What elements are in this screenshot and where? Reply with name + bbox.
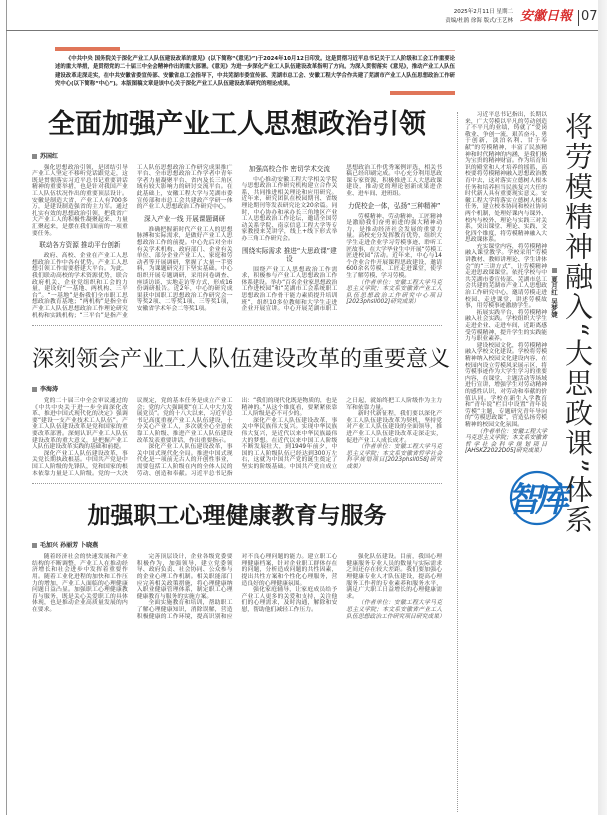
article-2-title: 深刻领会产业工人队伍建设改革的重要意义 <box>32 347 451 373</box>
subheading: 加强高校合作 密切学术交流 <box>248 164 330 173</box>
article-1-body <box>32 165 442 319</box>
paragraph: 充实课堂内容，将劳模精神融入课堂教学。学校采用“劳模讲教材、教师讲理论、学生讲体会”的“三讲方式”，让劳模精神走进思政课课堂。依托学校与中共芜湖市委宣传部、芜湖市总工会共建的芜湖市产业工人思想政治工作研究中心，邀请劳模走进校园、走进课堂，讲述劳模故事，用劳模事迹激励学生。 <box>465 243 547 310</box>
paragraph: 强化家庭辅导，让家庭成员给予产业工人更多的关爱和支持，关注他们的心理需求，及时沟通，解除和安慰，帮助他们减轻工作压力。 <box>241 587 338 613</box>
article-1-title: 全面加强产业工人思想政治引领 <box>48 108 426 140</box>
paragraph: 劳模精神、劳动精神、工匠精神是激励我们奋勇前进的强大精神动力，是推动经济社会发展的重要力量。高校充分发挥教育优势，组织大学生走进企业学习劳模事迹、聆听工匠故事，在大学毕业生中开展“劳模工匠进校园”活动。近年来，中心与14个企业合作开展课程思政建设，邀请600余名劳模、工匠走进课堂，使学生了解劳模、学习劳模。 <box>346 213 443 279</box>
article-4-body <box>465 112 547 455</box>
page-date: 2025年2月11日 星期二 <box>453 9 513 15</box>
paragraph: 习近平总书记指出，长期以来，广大劳模以平凡的劳动创造了不平凡的业绩，铸就了“爱岗敬业、争创一流，艰苦奋斗、勇于创新，淡泊名利、甘于奉献”的劳模精神，丰富了民族精神和时代精神的内涵，是我们极为宝贵的精神财富。作为培育知识的殿堂和人才培养的摇篮，高校要将劳模精神融入思想政治教育中去，这对落实立德树人根本任务和培养担当民族复兴大任的时代新人具有重要现实意义。安徽工程大学将落实立德树人根本任务，建立校本协同和校社协同两个机制，处理好课内与课外、校内与校外、理论与实践三对关系，突出课堂、理论、实践、文化四个维度，将劳模精神融入大思政课体系。 <box>465 112 547 244</box>
masthead-divider <box>578 10 579 26</box>
header-rule <box>6 30 598 31</box>
article-1-byline <box>32 153 442 161</box>
paragraph: 强化思想政治引领，是团结引导产业工人坚定不移听党话跟党走，这既是贯彻落实习近平总书记重要讲话精神的重要举措，也是针对我国产业工人队伍状况作出的重要顶层设计。安徽是制造大省，产业工人有700多万，是建设制造强省的主力军。通过扎实有效的思想政治引领，把我省广大产业工人的积极性凝聚起来、力量汇聚起来，是摆在我们面前的一项重要任务。 <box>32 164 128 237</box>
author-note: （作者单位：安徽工程大学马克思主义学院；本文系安徽省产业工人队伍思想政治工作研究中心项目[2023phsll002]研究成果） <box>346 279 442 306</box>
article-4-title: 将劳模精神融入“大思政课”体系 <box>561 112 594 535</box>
byline-marker <box>552 268 557 273</box>
paragraph: 党的二十届三中全会审议通过的《中共中央关于进一步全面深化改革、推进中国式现代化的决定》强调要“建设一支产业技术工人队伍”。产业工人队伍建设改革是党和国家的重要改革部署。深刻认识产业工人队伍建设改革的重大意义，是把握产业工人队伍建设改革实践的基础和前提。 <box>32 398 128 451</box>
intro-rule <box>120 50 455 51</box>
article-4-byline <box>550 268 558 317</box>
paragraph: 强化队伍建设。目前，我国心理健康服务专业人员的数量与实际需求之间还存在较大差距。我们要加强心理健康专业人才队伍建设，提高心理服务工作者的专业素养和服务水平，满足广大职工日益增长的心理健康需求。 <box>346 554 442 600</box>
paragraph: 深化产业工人队伍建设改革，事关中国式现代化全局。推进中国式现代化是一项前无古人的开创性事业，需要包括工人阶级在内的全体人民的劳动、创造和奉献。习近平总书记指出：“我们的现代化既是物质的，也是精神的。”从这个维度看，要紧紧依靠工人阶级是必不可少的。 <box>136 398 338 477</box>
author-note: （作者单位：安徽工程大学马克思主义学院；本文系安徽省哲学社会科学规划项目[AHSKZ2022D05]研究成果） <box>465 428 547 455</box>
paragraph: 深化产业工人队伍建设改革，事关中华民族伟大复兴。实现中华民族伟大复兴，是近代以来中华民族最伟大的梦想。在近代以来中国工人阶级不断发展壮大，到1949年前夕，中国的工人阶级队伍已经达到300万左右，这就为中国共产党的诞生奠定了坚实的阶级基础。中国共产党自成立之日起，就始终把工人阶级作为主力军和依靠力量。 <box>241 398 442 471</box>
subheading: 联动各方资源 推动平台创新 <box>39 241 121 250</box>
logo-text: 智库 <box>507 479 563 520</box>
paragraph: 拓展实践平台，将劳模精神融入社会实践。学校组织大学生走进企业、走进车间，近距离感受劳模精神，提升学生的实践能力与职业素养。 <box>465 309 547 343</box>
paragraph: 准确把握新时代产业工人的思想脉搏和实际需求，是做好产业工人思想政治工作的前提。中心先后对全市有关学术机构、政府部门、企业有关单位、部分企业产业工人、家庭和劳动者等开展调研，掌握了大量一手资料，为课题研究打下坚实基础。中心组织开展专题调研，采用问卷调查、座谈访谈、实地走访等方式，形成16份调研报告。近2年，中心的研究成果获中国职工思想政治工作研究会一等奖2项、二等奖1项、三等奖1项，安徽省学术年会二等奖1项。 <box>136 226 233 312</box>
paragraph: 建设校园文化，将劳模精神融入学校文化建设。学校将劳模精神纳入校园文化建设内容，在校园内设立劳模风采展示区，将劳模事迹作为大学生学习的重要内容，在课堂、主题活动等场域进行宣讲，增强学生对劳动精神的感性认识，对劳动和奉献的价值认同。学校在新生入学教育和“青年说”栏目中设置“青年说劳模”主题，专题研究青年导向的“劳模思政课”，营造弘扬劳模精神的校园文化氛围。 <box>465 342 547 428</box>
author-note: （作者单位：安徽工程大学马克思主义学院；本文系安徽省产业工人队伍思想政治工作研究项目研究成果） <box>346 600 445 620</box>
column-divider <box>457 112 458 812</box>
article-divider <box>32 325 442 326</box>
masthead-logo: 安徽日報 <box>520 9 573 24</box>
article-2-body <box>32 398 442 477</box>
subheading: 围绕实际需求 推进“大思政课”建设 <box>242 246 337 263</box>
article-3-body <box>32 554 445 620</box>
author-name: 毛加兴 孙丽芳 卜晓燕 <box>40 542 99 550</box>
paragraph: 政府、高校、企业在产业工人思想政治工作中各有优势。产业工人思想引领工作需要搭建大平台。为此，我们联动高校的学术资源优势，联合政府机关、企业党组织和工会的力量，建设好“一基地、两机构、三平台”。“一基地”是指我们全市职工思想政治教育基地；“两机构”是指全市产业工人队伍思想政治工作理论研究机构和实践机构；“三平台”是指产业工人队伍思想政治工作研究成果推广平台、全市思想政治工作学者中青年学者力量凝聚平台、省内及长三角区域有较大影响力的研讨交流平台。在此基础上，安徽工程大学与芜湖市委宣传部和市总工会共建政产学研一体的产业工人思想政治工作研究中心。 <box>32 164 233 319</box>
author-name: 苏国红 <box>40 152 59 160</box>
main-column <box>32 47 455 620</box>
article-3-byline <box>32 542 442 550</box>
paragraph: 深化产业工人队伍建设改革，事关党长期执政根基。中国共产党是中国工人阶级的先锋队，党和国家的根本依靠力量是工人阶级。党的一大决议规定，党的基本任务是成立产业工会；党的六大强调要“在工人中大力发展党员”。党的十八大以来，习近平总书记高度重视产业工人队伍建设，十分关心产业工人，多次就全心全意依靠工人阶级、推进产业工人队伍建设改革发表重要讲话，作出重要指示。 <box>32 398 233 477</box>
author-name: 夏月红 吴梦婕 <box>550 276 558 318</box>
article-divider <box>32 483 442 484</box>
intro-top-rule <box>55 47 455 51</box>
author-name: 李海涛 <box>40 386 59 394</box>
subheading: 力促校企一体，弘扬“三种精神” <box>347 201 441 210</box>
paragraph: 中心推动安徽工程大学相关学院与思想政治工作研究机构建立合作关系，共同推进相关理论和应用研究。近年来，研究团队在校园期刊、省级理论期刊等发表研究论文20余篇。同时，中心协办和承办长三角地区产业工人思想政治工作论坛，邀请全国劳动关系学院、南京信息工程大学等专家教授来芜讲学，线上+线下形式举办三角工作研究会。 <box>241 176 338 242</box>
article-2-byline <box>32 386 442 394</box>
page-left-rule <box>6 0 7 815</box>
intro-accent-bar <box>55 47 120 51</box>
page-number: 07 <box>581 9 598 24</box>
paragraph: 新时代新征程，我们要以深化产业工人队伍建设改革为契机，坚持党对产业工人队伍建设的全面领导，推进产业工人队伍建设改革走深走实，促进产业工人成长成才。 <box>346 411 442 444</box>
subheading: 深入产业一线 开展课题调研 <box>144 214 226 223</box>
paragraph: 围绕产业工人思想政治工作需求，积极参与产业工人思想政治工作体系建设。举办“百名企业家思想政治工作进校园”和“芜湖市工会系统职工思想政治工作骨干能力素质提升培训班”，组织10多位教师和大学生走进企业开展宣讲。中心开展芜湖市职工思想政治工作优秀案例评选，相关书稿已经印刷完成。中心充分利用思政课专家资源，积极推进工人大思政课建设，推动党的理论创新成果进企业、进车间、进班组。 <box>241 164 442 313</box>
author-note: （作者单位：安徽工程大学马克思主义学院；本文系安徽省哲学社会科学规划项目[2023phsll058]研究成果） <box>346 444 442 471</box>
intro-paragraph: 《中共中央 国务院关于深化产业工人队伍建设改革的意见》(以下简称“《意见》”)于2024年10月12日印发。这是贯彻习近平总书记关于工人阶级和工会工作重要论述的重大举措，是贯彻党的二十届三中全会精神作出的重大部署。《意见》为进一步深化产业工人队伍建设改革指明了方向。为深入贯彻落实《意见》，推动产业工人队伍建设改革走深走实，在中共安徽省委宣传部、安徽省总工会指导下，中共芜湖市委宣传部、芜湖市总工会、安徽工程大学合作共建了芜湖市产业工人队伍思想政治工作研究中心(以下简称“中心”)。本版图稿文章是该中心关于深化产业工人队伍建设改革研究的理论成果。 <box>55 56 455 88</box>
page-edge-shadow <box>598 0 607 815</box>
paragraph: 全面实施教育和培训，帮助职工了解心理健康知识，消除误解，营造积极健康的工作环境，提高识别和应对不良心理问题的能力。建立职工心理健康档案，针对企业职工群体存在的问题，分析造成问题的共性因素，提出共性方案和个性化心理服务，营造良好的心理健康氛围。 <box>136 554 338 620</box>
article-3-title: 加强职工心理健康教育与服务 <box>87 502 387 530</box>
intro-accent-bar-bottom <box>390 91 455 95</box>
paragraph: 完善顶层设计，企业各级党委要积极作为，加强领导，建立党委领导、政府负责、社会协同、公众参与的企业心理工作机制。相关职能部门应完善相关政策措施，将心理健康纳入职业健康管理体系，制定职工心理健康教育与服务的实施方案。 <box>136 554 233 600</box>
paragraph: 随着经济社会的快速发展和产业结构的不断调整，产业工人在推动经济增长和社会进步中发挥着重要作用。随着工业化进程的加快和工作压力的增加，产业工人面临的心理健康问题日益凸显。加强职工心理健康教育与服务，既是关心关爱职工的具体体现，也是推动企业高质量发展的内在要求。 <box>32 554 128 613</box>
page-editors: 责编/杜鹃 徐海 版式/王艺林 <box>445 18 513 24</box>
